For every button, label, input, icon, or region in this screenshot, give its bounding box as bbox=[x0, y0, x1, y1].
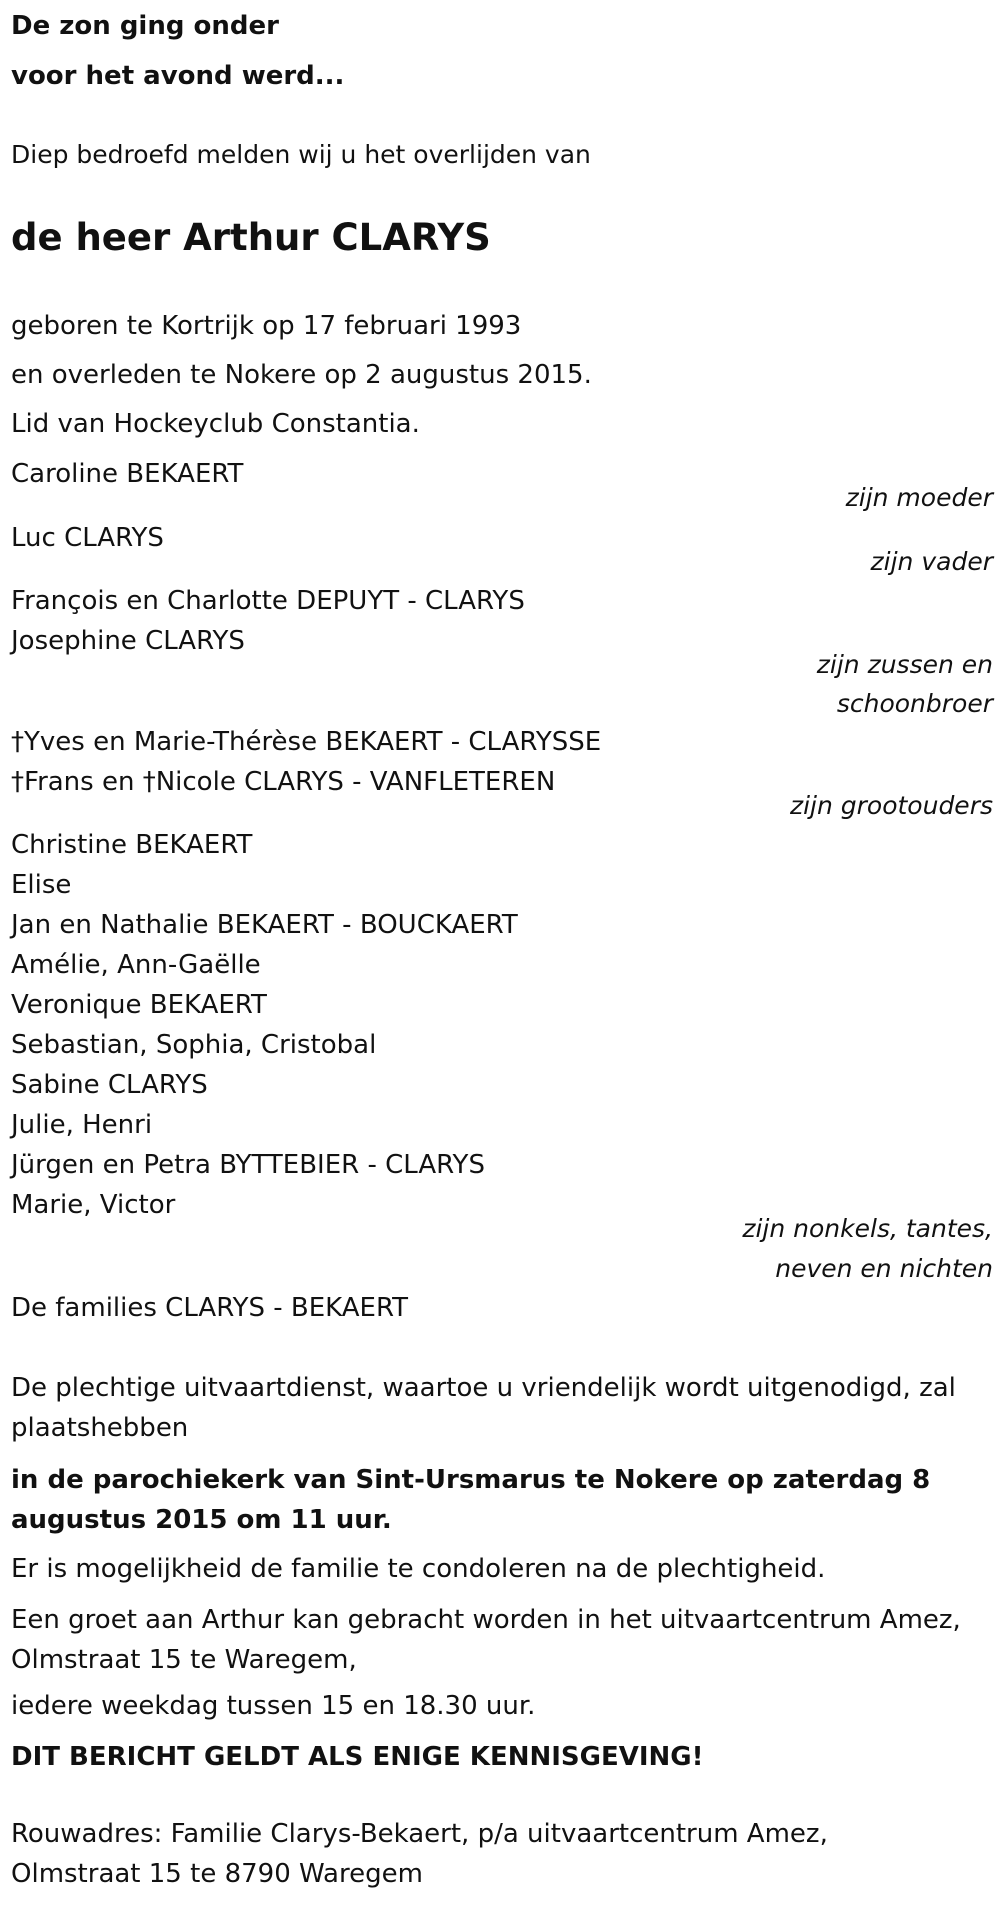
condolence-info: Er is mogelijkheid de familie te condoleren na de plechtigheid. bbox=[11, 1554, 826, 1584]
father-name: Luc CLARYS bbox=[11, 523, 164, 553]
father-relation: zijn vader bbox=[870, 547, 993, 576]
relative-name: Marie, Victor bbox=[11, 1190, 176, 1220]
relative-name: Jan en Nathalie BEKAERT - BOUCKAERT bbox=[11, 910, 518, 940]
grandparents-name: †Frans en †Nicole CLARYS - VANFLETEREN bbox=[11, 767, 556, 797]
mother-relation: zijn moeder bbox=[845, 483, 993, 512]
relative-name: Christine BEKAERT bbox=[11, 830, 253, 860]
sibling-name: Josephine CLARYS bbox=[11, 626, 245, 656]
sibling-name: François en Charlotte DEPUYT - CLARYS bbox=[11, 586, 525, 616]
relative-name: Jürgen en Petra BYTTEBIER - CLARYS bbox=[11, 1150, 485, 1180]
relatives-relation-line-1: zijn nonkels, tantes, bbox=[742, 1214, 993, 1243]
relatives-relation-line-2: neven en nichten bbox=[775, 1254, 993, 1283]
heading-line-1: De zon ging onder bbox=[11, 11, 279, 41]
death-info: en overleden te Nokere op 2 augustus 2015. bbox=[11, 360, 592, 390]
siblings-relation-line-1: zijn zussen en bbox=[816, 650, 993, 679]
service-location: in de parochiekerk van Sint-Ursmarus te Nokere op zaterdag 8 augustus 2015 om 11 uur. bbox=[11, 1465, 931, 1535]
families-name: De families CLARYS - BEKAERT bbox=[11, 1293, 409, 1323]
grandparents-name: †Yves en Marie-Thérèse BEKAERT - CLARYSSE bbox=[11, 727, 602, 757]
notice-statement: DIT BERICHT GELDT ALS ENIGE KENNISGEVING! bbox=[11, 1742, 704, 1772]
mourning-address: Rouwadres: Familie Clarys-Bekaert, p/a uitvaartcentrum Amez, Olmstraat 15 te 8790 Waregem bbox=[11, 1819, 828, 1889]
heading-line-2: voor het avond werd... bbox=[11, 61, 345, 91]
relative-name: Veronique BEKAERT bbox=[11, 990, 267, 1020]
relative-name: Julie, Henri bbox=[11, 1110, 153, 1140]
siblings-relation-line-2: schoonbroer bbox=[836, 689, 993, 718]
relative-name: Elise bbox=[11, 870, 72, 900]
announcement-text: Diep bedroefd melden wij u het overlijden van bbox=[11, 140, 591, 169]
grandparents-relation: zijn grootouders bbox=[789, 791, 993, 820]
birth-info: geboren te Kortrijk op 17 februari 1993 bbox=[11, 311, 522, 341]
greeting-info: Een groet aan Arthur kan gebracht worden in het uitvaartcentrum Amez, Olmstraat 15 te Waregem, bbox=[11, 1605, 961, 1675]
relative-name: Amélie, Ann-Gaëlle bbox=[11, 950, 261, 980]
club-membership: Lid van Hockeyclub Constantia. bbox=[11, 409, 420, 439]
relative-name: Sebastian, Sophia, Cristobal bbox=[11, 1030, 377, 1060]
visiting-hours: iedere weekdag tussen 15 en 18.30 uur. bbox=[11, 1691, 536, 1721]
mother-name: Caroline BEKAERT bbox=[11, 459, 244, 489]
deceased-name: de heer Arthur CLARYS bbox=[11, 216, 491, 259]
service-invitation: De plechtige uitvaartdienst, waartoe u vriendelijk wordt uitgenodigd, zal plaatshebben bbox=[11, 1373, 956, 1443]
relative-name: Sabine CLARYS bbox=[11, 1070, 208, 1100]
